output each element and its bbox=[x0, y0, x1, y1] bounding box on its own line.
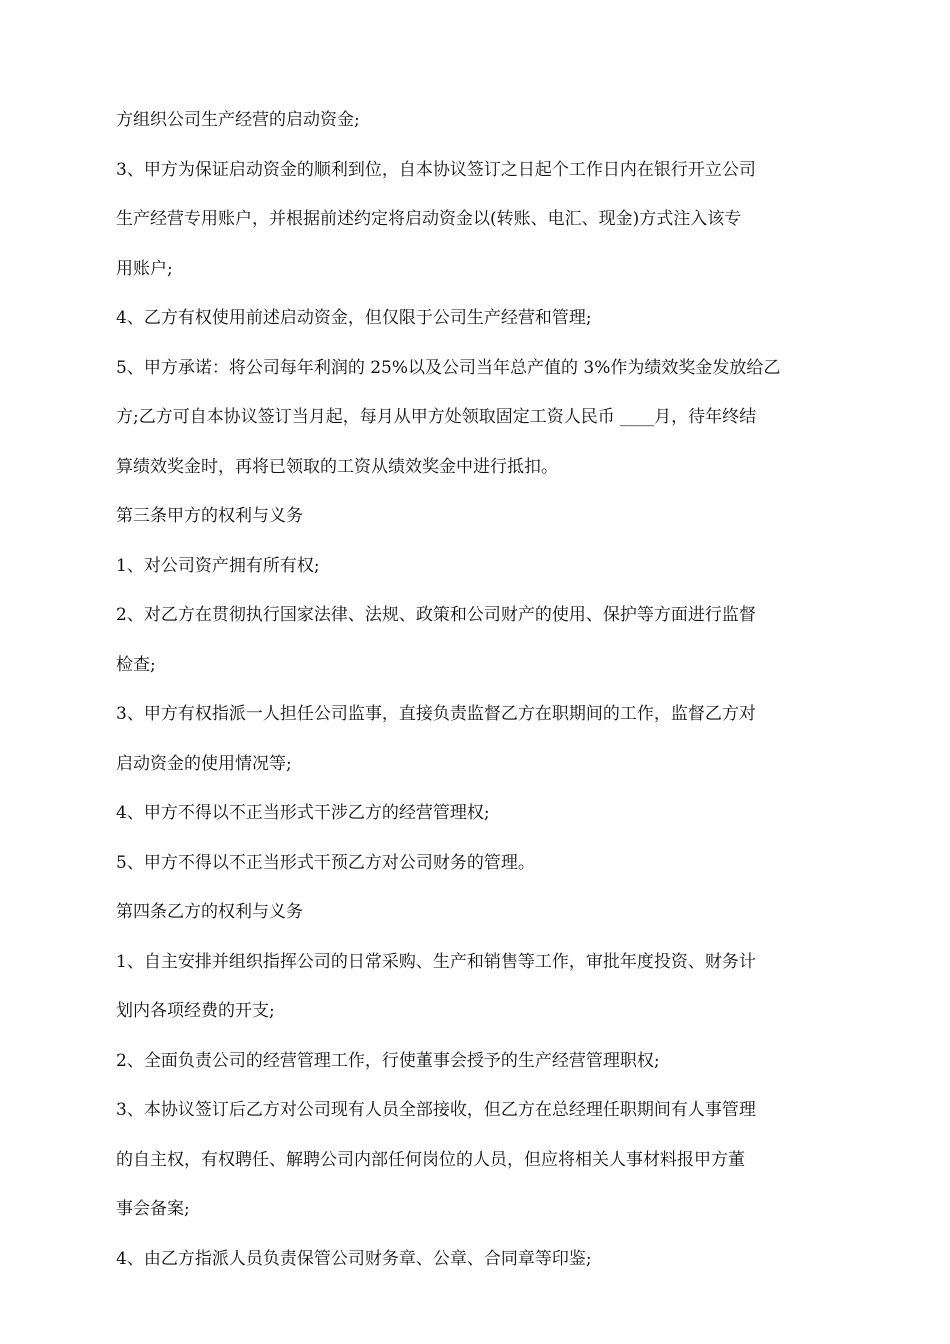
text-line: 启动资金的使用情况等; bbox=[116, 753, 292, 774]
text-line: 3、甲方为保证启动资金的顺利到位，自本协议签订之日起个工作日内在银行开立公司 bbox=[116, 159, 756, 180]
text-line: 2、对乙方在贯彻执行国家法律、法规、政策和公司财产的使用、保护等方面进行监督 bbox=[116, 605, 756, 625]
text-line: 检查; bbox=[116, 654, 156, 675]
text-line: 4、乙方有权使用前述启动资金，但仅限于公司生产经营和管理; bbox=[116, 308, 592, 328]
text-line: 方;乙方可自本协议签订当月起，每月从甲方处领取固定工资人民币 ____月，待年终结 bbox=[116, 407, 757, 427]
text-line: 用账户; bbox=[116, 258, 173, 279]
document-page bbox=[116, 96, 838, 1284]
section-heading: 第三条甲方的权利与义务 bbox=[116, 506, 303, 526]
text-line: 3、甲方有权指派一人担任公司监事，直接负责监督乙方在职期间的工作，监督乙方对 bbox=[116, 704, 756, 724]
text-line: 5、甲方不得以不正当形式干预乙方对公司财务的管理。 bbox=[116, 852, 535, 873]
text-line: 1、自主安排并组织指挥公司的日常采购、生产和销售等工作，审批年度投资、财务计 bbox=[116, 951, 756, 972]
text-line: 生产经营专用账户，并根据前述约定将启动资金以(转账、电汇、现金)方式注入该专 bbox=[116, 209, 742, 229]
section-heading: 第四条乙方的权利与义务 bbox=[116, 902, 303, 922]
text-line: 的自主权，有权聘任、解聘公司内部任何岗位的人员，但应将相关人事材料报甲方董 bbox=[116, 1149, 745, 1170]
text-line: 1、对公司资产拥有所有权; bbox=[116, 555, 320, 576]
text-line: 4、由乙方指派人员负责保管公司财务章、公章、合同章等印鉴; bbox=[116, 1248, 592, 1269]
text-line: 划内各项经费的开支; bbox=[116, 1001, 275, 1021]
text-line: 算绩效奖金时，再将已领取的工资从绩效奖金中进行抵扣。 bbox=[116, 456, 558, 477]
text-line: 3、本协议签订后乙方对公司现有人员全部接收，但乙方在总经理任职期间有人事管理 bbox=[116, 1100, 756, 1120]
text-line: 2、全面负责公司的经营管理工作，行使董事会授予的生产经营管理职权; bbox=[116, 1050, 660, 1071]
text-line: 方组织公司生产经营的启动资金; bbox=[116, 110, 360, 130]
text-line: 5、甲方承诺：将公司每年利润的 25%以及公司当年总产值的 3%作为绩效奖金发放给乙 bbox=[116, 357, 781, 378]
text-line: 事会备案; bbox=[116, 1199, 190, 1219]
text-line: 4、甲方不得以不正当形式干涉乙方的经营管理权; bbox=[116, 803, 490, 823]
